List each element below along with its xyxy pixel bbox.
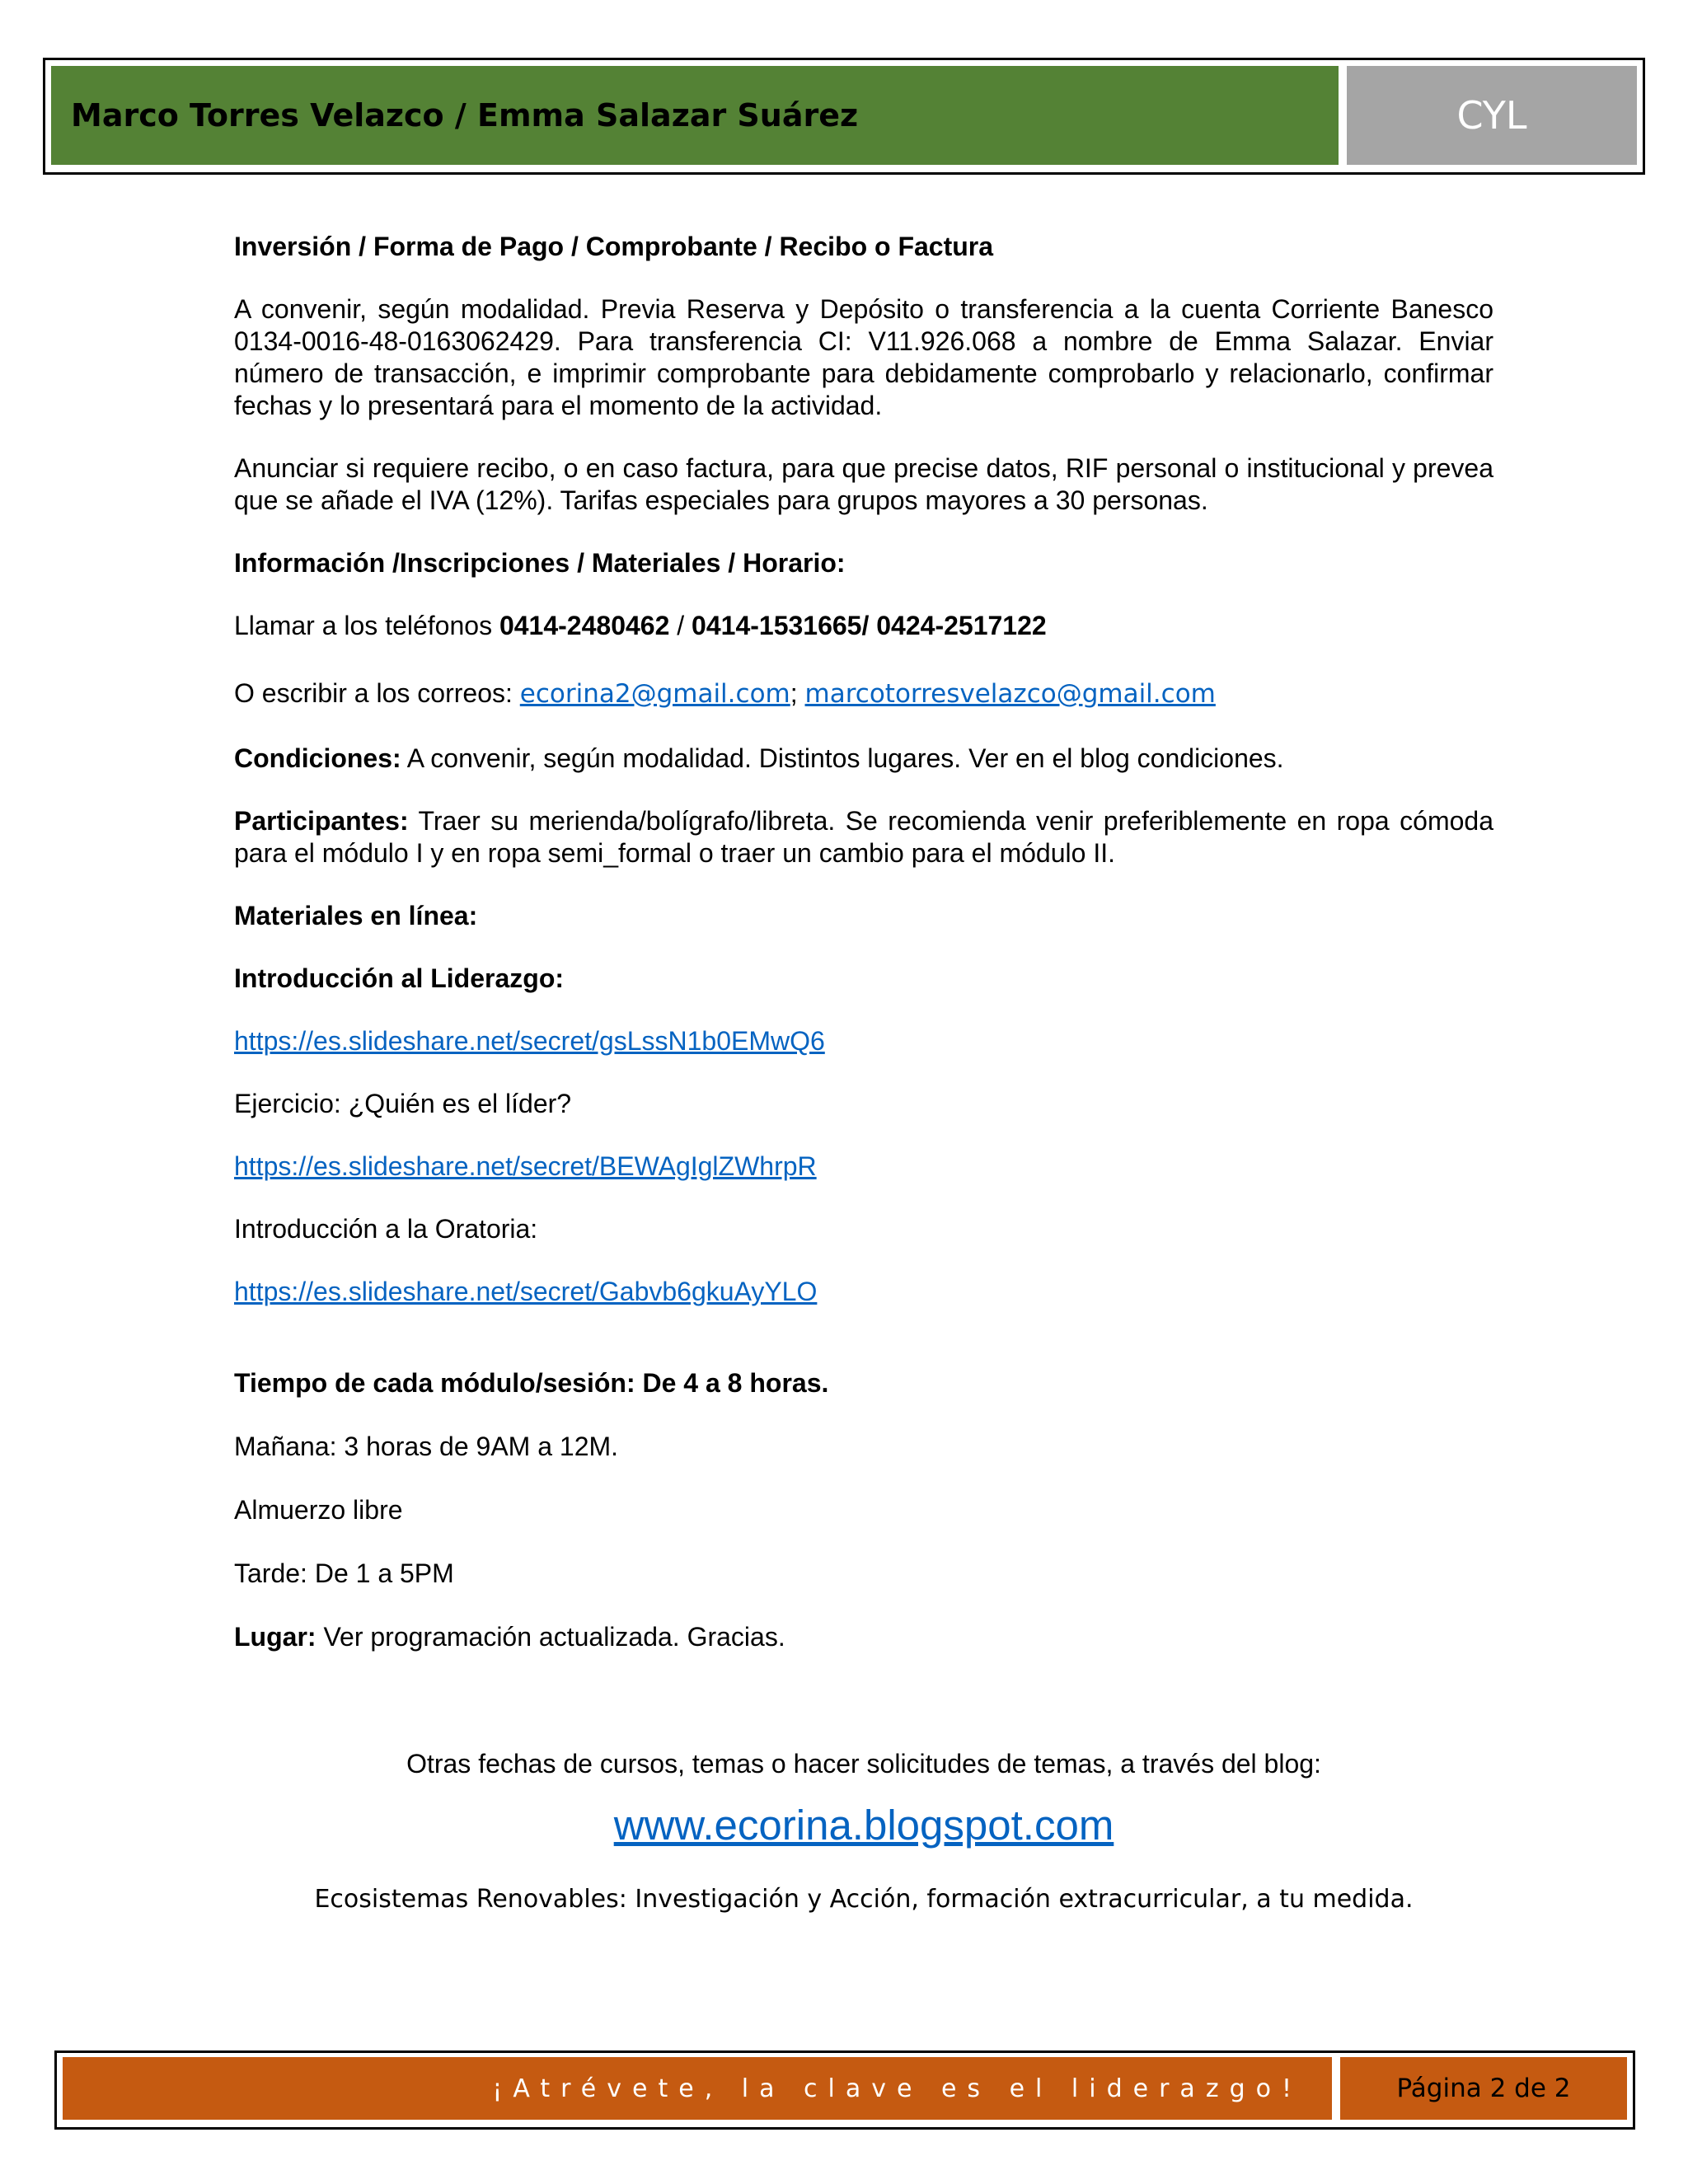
phone-number-1: 0414-2480462 <box>499 611 670 640</box>
info-heading: Información /Inscripciones / Materiales / Horario: <box>234 548 846 578</box>
oratory-label: Introducción a la Oratoria: <box>234 1214 538 1244</box>
slideshare-link-1[interactable]: https://es.slideshare.net/secret/gsLssN1b0EMwQ6 <box>234 1026 825 1056</box>
afternoon-schedule: Tarde: De 1 a 5PM <box>234 1558 454 1588</box>
blog-link[interactable]: www.ecorina.blogspot.com <box>613 1802 1114 1849</box>
email-link-2[interactable]: marcotorresvelazco@gmail.com <box>804 679 1216 709</box>
phones-line <box>234 610 1493 642</box>
phones-prefix: Llamar a los teléfonos <box>234 611 499 640</box>
emails-line <box>234 677 1493 710</box>
page-number: Página 2 de 2 <box>1340 2057 1627 2120</box>
footer-motto: ¡Atrévete, la clave es el liderazgo! <box>63 2057 1332 2120</box>
emails-separator: ; <box>790 678 805 708</box>
place-line <box>234 1621 1493 1653</box>
email-link-1[interactable]: ecorina2@gmail.com <box>519 679 790 709</box>
slideshare-link-3[interactable]: https://es.slideshare.net/secret/Gabvb6gkuAyYLO <box>234 1277 818 1306</box>
participants-label: Participantes: <box>234 806 409 836</box>
slideshare-link-2[interactable]: https://es.slideshare.net/secret/BEWAgIglZWhrpR <box>234 1151 817 1181</box>
payment-heading: Inversión / Forma de Pago / Comprobante / Recibo o Factura <box>234 232 994 261</box>
blog-note: Otras fechas de cursos, temas o hacer solicitudes de temas, a través del blog: <box>406 1749 1321 1779</box>
participants-text: Traer su merienda/bolígrafo/libreta. Se recomienda venir preferiblemente en ropa cómoda para el módulo I y en ropa semi_formal o traer un cambio para el módulo II. <box>234 806 1493 868</box>
time-heading: Tiempo de cada módulo/sesión: De 4 a 8 horas. <box>234 1368 829 1398</box>
conditions-line <box>234 743 1493 775</box>
participants-paragraph <box>234 805 1493 869</box>
exercise-label: Ejercicio: ¿Quién es el líder? <box>234 1089 572 1118</box>
phones-separator: / <box>669 611 692 640</box>
conditions-text: A convenir, según modalidad. Distintos lugares. Ver en el blog condiciones. <box>401 743 1284 773</box>
payment-paragraph: A convenir, según modalidad. Previa Reserva y Depósito o transferencia a la cuenta Corriente Banesco 0134-0016-48-0163062429. Para transferencia CI: V11.926.068 a nombre de Emma Salazar. Enviar número de transacción, e imprimir comprobante para debidamente comprobarlo y relacionarlo, confirmar fechas y lo presentará para el momento de la actividad. <box>234 294 1493 420</box>
intro-leadership-heading: Introducción al Liderazgo: <box>234 963 565 993</box>
conditions-label: Condiciones: <box>234 743 401 773</box>
header-authors: Marco Torres Velazco / Emma Salazar Suárez <box>51 66 1339 165</box>
invoice-paragraph: Anunciar si requiere recibo, o en caso factura, para que precise datos, RIF personal o institucional y prevea que se añade el IVA (12%). Tarifas especiales para grupos mayores a 30 personas. <box>234 453 1493 515</box>
emails-prefix: O escribir a los correos: <box>234 678 520 708</box>
phone-numbers-2-3: 0414-1531665/ 0424-2517122 <box>692 611 1047 640</box>
morning-schedule: Mañana: 3 horas de 9AM a 12M. <box>234 1432 619 1461</box>
lunch-note: Almuerzo libre <box>234 1495 403 1525</box>
slogan: Ecosistemas Renovables: Investigación y Acción, formación extracurricular, a tu medida. <box>314 1885 1414 1914</box>
header-code: CYL <box>1347 66 1637 165</box>
materials-heading: Materiales en línea: <box>234 901 478 930</box>
document-body <box>234 231 1493 1915</box>
place-label: Lugar: <box>234 1622 316 1652</box>
place-text: Ver programación actualizada. Gracias. <box>316 1622 785 1652</box>
